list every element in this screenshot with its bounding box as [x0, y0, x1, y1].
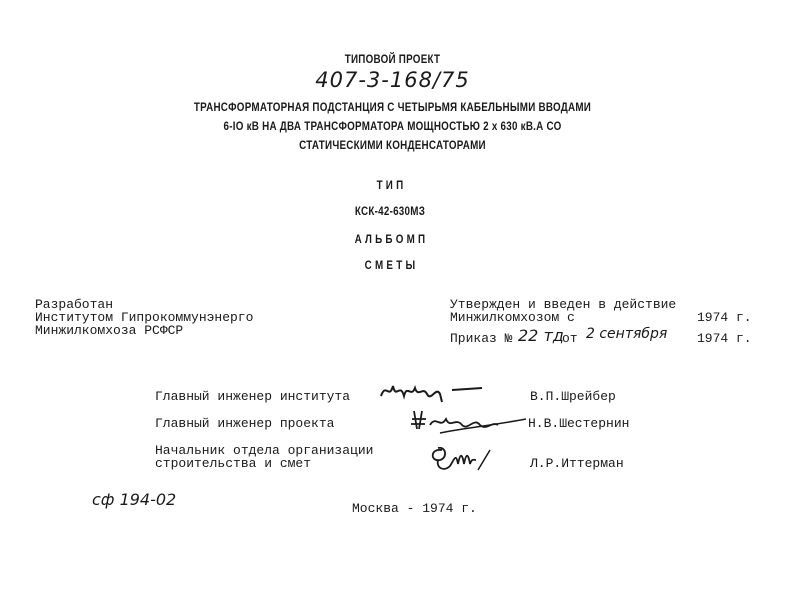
order-number: 22 тд	[518, 326, 564, 345]
role-head-of-department-line-1: Начальник отдела организации	[155, 443, 374, 458]
doc-kind: ТИПОВОЙ ПРОЕКТ	[344, 52, 441, 66]
name-itterman: Л.Р.Иттерман	[530, 456, 624, 471]
section-label: С М Е Т Ы	[364, 258, 416, 272]
project-title-line-1: ТРАНСФОРМАТОРНАЯ ПОДСТАНЦИЯ С ЧЕТЫРЬМЯ КАБЕЛЬНЫМИ ВВОДАМИ	[193, 100, 592, 114]
project-title-line-3: СТАТИЧЕСКИМИ КОНДЕНСАТОРАМИ	[299, 138, 486, 152]
developer-line-3: Минжилкомхоза РСФСР	[35, 323, 184, 338]
approval-year-1: 1974 г.	[697, 310, 752, 325]
role-chief-engineer-institute: Главный инженер института	[155, 389, 351, 404]
type-code: КСК-42-630МЗ	[354, 204, 426, 218]
name-shreiber: В.П.Шрейбер	[530, 389, 616, 404]
approval-line-1: Утвержден и введен в действие	[450, 297, 677, 312]
developer-line-2: Институтом Гипрокоммунэнерго	[35, 310, 254, 325]
signature-chief-engineer-project	[410, 407, 530, 437]
order-prefix: Приказ №	[450, 331, 513, 346]
signature-chief-engineer-institute	[378, 372, 490, 408]
type-label: Т И П	[376, 178, 404, 192]
developer-line-1: Разработан	[35, 297, 114, 312]
signature-head-of-department	[428, 440, 500, 480]
role-chief-engineer-project: Главный инженер проекта	[155, 416, 335, 431]
order-date: 2 сентября	[586, 326, 668, 342]
approval-year-2: 1974 г.	[697, 331, 752, 346]
approval-line-2: Минжилкомхозом с	[450, 310, 575, 325]
stamp-code: сф 194-02	[92, 490, 177, 509]
album-label: А Л Ь Б О М П	[354, 232, 426, 246]
place-and-year: Москва - 1974 г.	[352, 501, 477, 516]
project-number: 407-3-168/75	[315, 68, 470, 92]
role-head-of-department-line-2: строительства и смет	[155, 456, 312, 471]
project-title-line-2: 6-IO кВ НА ДВА ТРАНСФОРМАТОРА МОЩНОСТЬЮ 2 х 630 кВ.А СО	[223, 119, 562, 133]
order-from: от	[562, 331, 578, 346]
name-shesternin: Н.В.Шестернин	[528, 416, 630, 431]
